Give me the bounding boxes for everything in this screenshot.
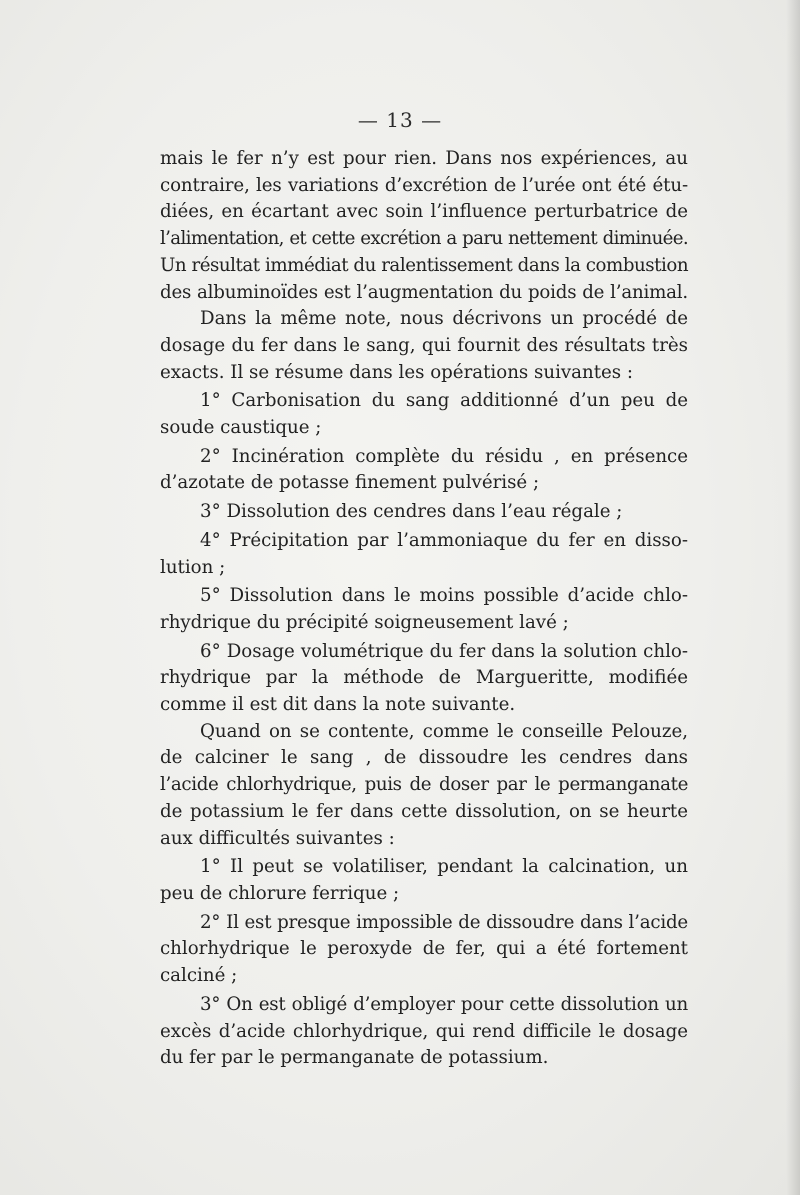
- text-line: chlorhydrique le peroxyde de fer, qui a été fortement: [160, 938, 688, 960]
- text-line: Un résultat immédiat du ralentissement dans la combustion: [160, 254, 689, 276]
- text-line: contraire, les variations d’excrétion de l’urée ont été étu-: [160, 174, 688, 196]
- page-number: — 13 —: [357, 108, 443, 132]
- text-line: 1° Il peut se volatiliser, pendant la calcination, un: [200, 856, 688, 878]
- paragraph: [160, 306, 688, 386]
- body-text: [160, 146, 688, 1072]
- list-item: [160, 499, 688, 526]
- text-line: des albuminoïdes est l’augmentation du poids de l’animal.: [160, 281, 688, 303]
- text-line: l’acide chlorhydrique, puis de doser par le permanganate: [160, 774, 688, 796]
- text-line: de calciner le sang , de dissoudre les cendres dans: [160, 747, 688, 769]
- text-line: 2° Incinération complète du résidu , en présence: [200, 445, 688, 467]
- text-line: 6° Dosage volumétrique du fer dans la solution chlo-: [200, 640, 688, 662]
- text-line: soude caustique ;: [160, 417, 322, 439]
- text-line: diées, en écartant avec soin l’influence perturbatrice de: [160, 201, 688, 223]
- list-item: [160, 639, 688, 719]
- text-line: 1° Carbonisation du sang additionné d’un peu de: [200, 390, 688, 412]
- list-item: [160, 910, 688, 990]
- list-item: [160, 388, 688, 441]
- paragraph: [160, 719, 688, 853]
- text-line: rhydrique du précipité soigneusement lavé ;: [160, 611, 569, 633]
- text-line: de potassium le fer dans cette dissolution, on se heurte: [160, 800, 688, 822]
- text-line: calciné ;: [160, 965, 238, 987]
- text-line: l’alimentation, et cette excrétion a paru nettement diminuée.: [160, 228, 688, 250]
- text-line: aux difficultés suivantes :: [160, 827, 395, 849]
- list-item: [160, 528, 688, 581]
- paragraph: [160, 146, 688, 306]
- text-line: d’azotate de potasse finement pulvérisé ;: [160, 472, 540, 494]
- text-line: Dans la même note, nous décrivons un procédé de: [200, 308, 688, 330]
- list-item: [160, 444, 688, 497]
- text-line: mais le fer n’y est pour rien. Dans nos expériences, au: [160, 148, 688, 169]
- text-line: 3° Dissolution des cendres dans l’eau régale ;: [200, 501, 623, 523]
- page-edge-shadow: [786, 0, 800, 1195]
- text-line: 2° Il est presque impossible de dissoudre dans l’acide: [200, 911, 688, 933]
- list-item: [160, 583, 688, 636]
- text-line: exacts. Il se résume dans les opérations suivantes :: [160, 361, 634, 383]
- text-line: Quand on se contente, comme le conseille Pelouze,: [200, 720, 688, 742]
- text-line: 4° Précipitation par l’ammoniaque du fer en disso-: [200, 529, 688, 551]
- list-item: [160, 854, 688, 907]
- text-line: peu de chlorure ferrique ;: [160, 882, 400, 904]
- text-line: du fer par le permanganate de potassium.: [160, 1047, 549, 1069]
- list-item: [160, 992, 688, 1072]
- text-line: excès d’acide chlorhydrique, qui rend difficile le dosage: [160, 1020, 688, 1042]
- text-line: lution ;: [160, 556, 226, 578]
- text-line: 3° On est obligé d’employer pour cette dissolution un: [200, 993, 688, 1015]
- text-line: 5° Dissolution dans le moins possible d’acide chlo-: [200, 585, 688, 607]
- text-line: rhydrique par la méthode de Margueritte, modifiée: [160, 667, 688, 689]
- text-line: dosage du fer dans le sang, qui fournit des résultats très: [160, 334, 688, 356]
- text-line: comme il est dit dans la note suivante.: [160, 694, 516, 716]
